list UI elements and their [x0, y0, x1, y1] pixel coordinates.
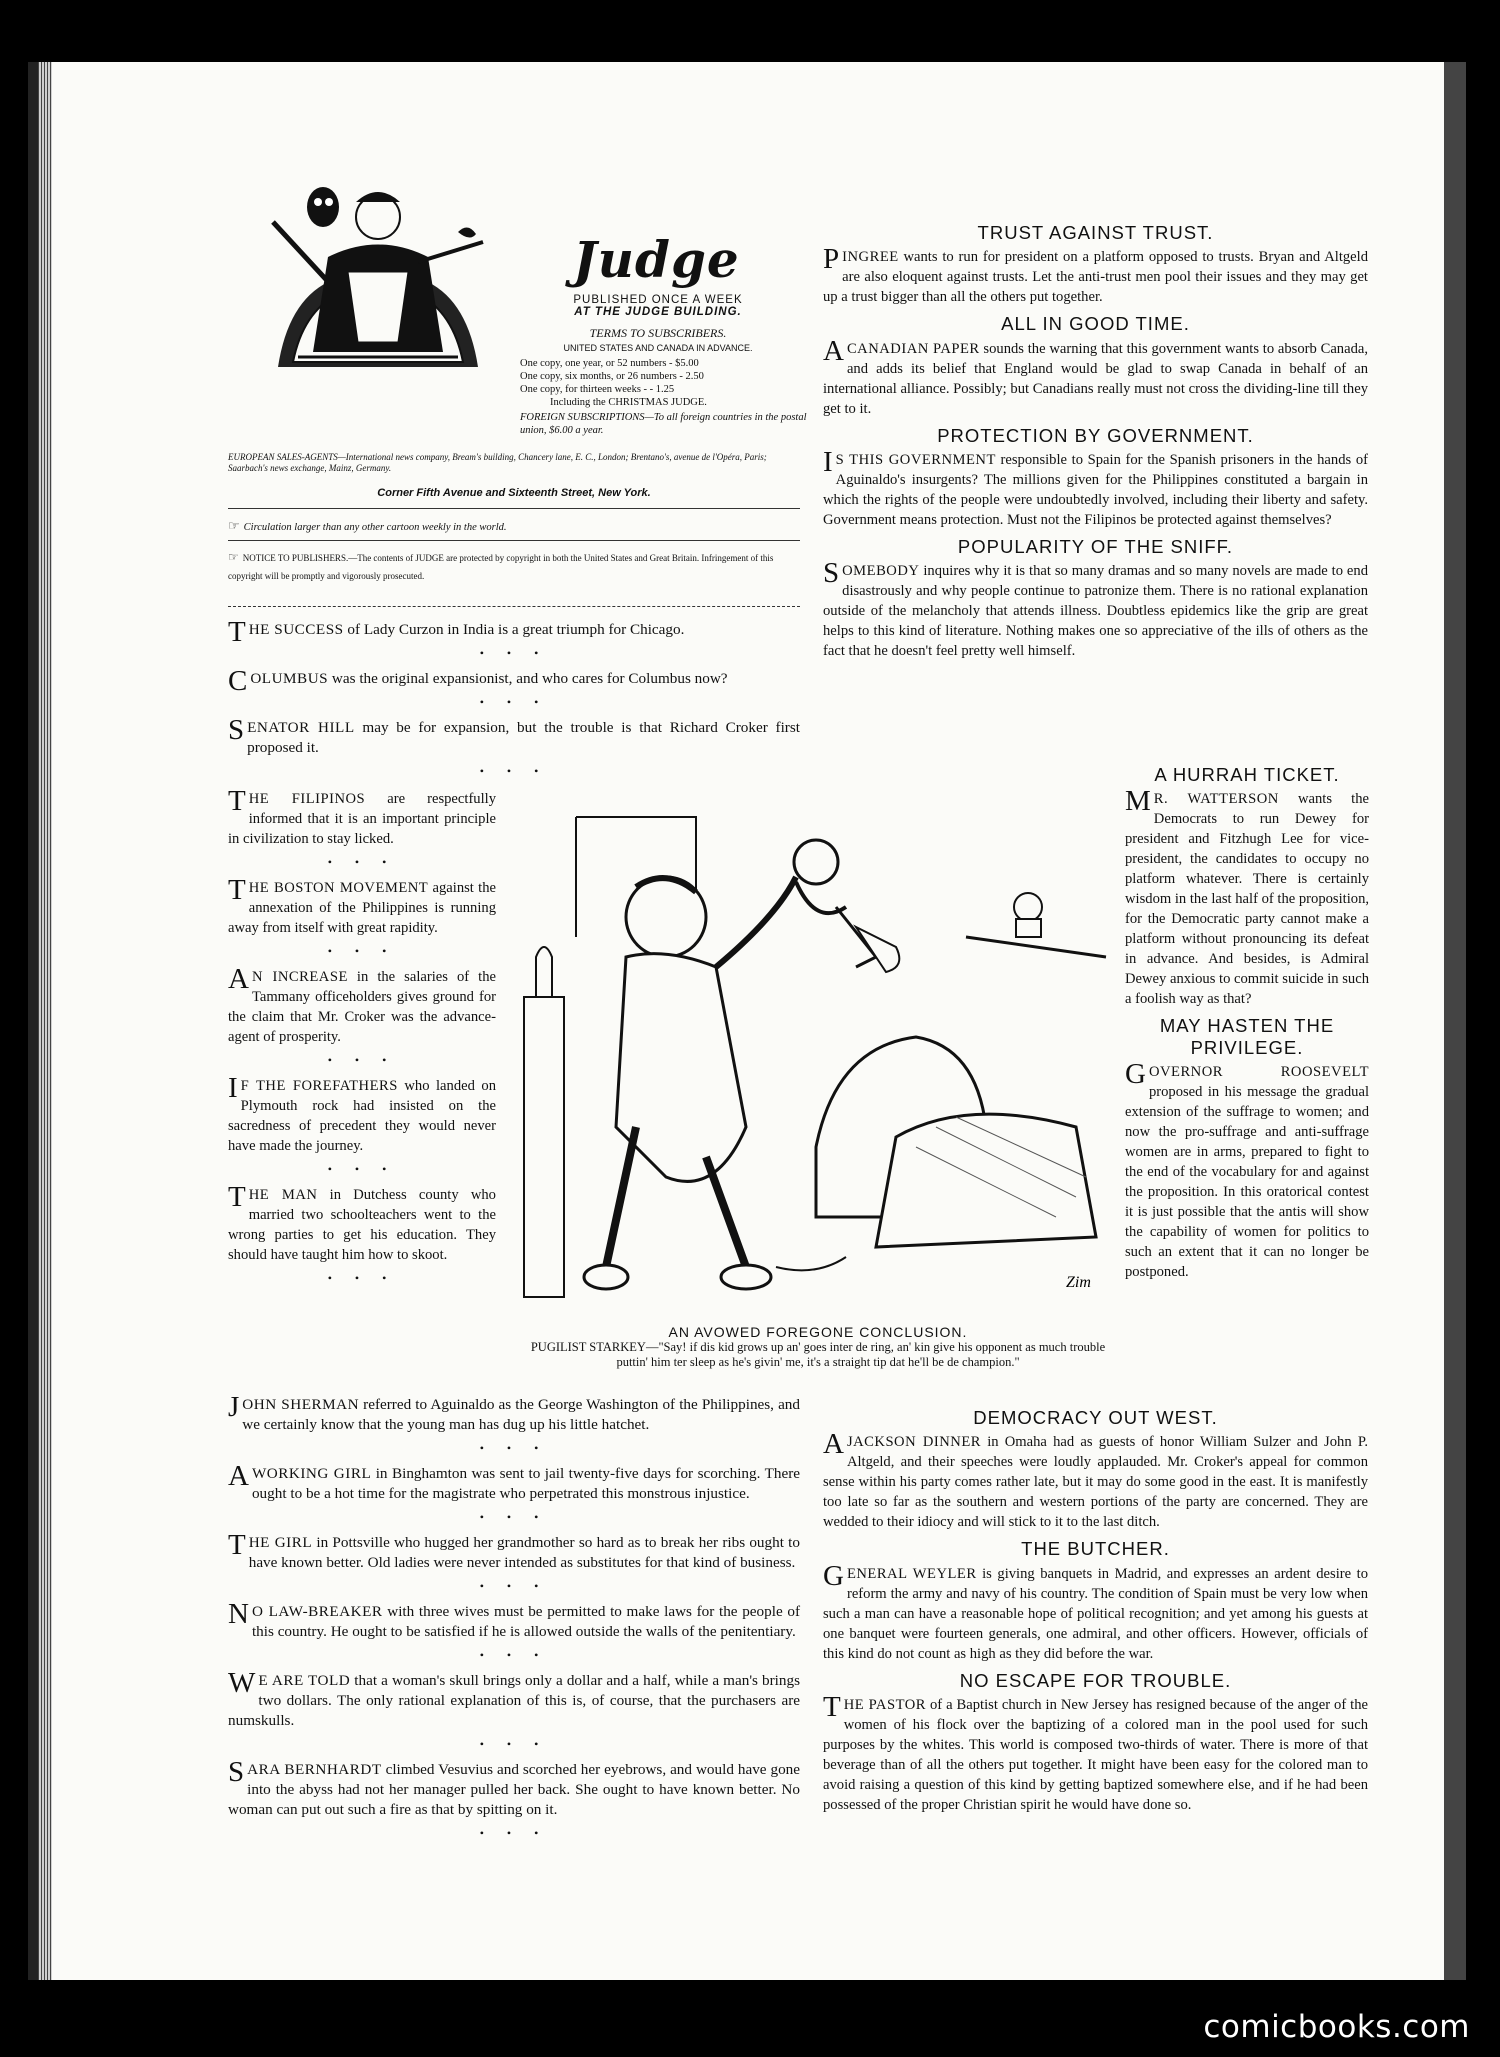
masthead-info	[508, 294, 808, 437]
lead-words: S THIS GOVERNMENT	[835, 451, 996, 468]
drop-cap: A	[823, 1428, 844, 1461]
cartoon-quote-text: "Say! if dis kid grows up an' goes inter de ring, an' kin give his opponent as much trouble puttin' him ter sleep as he's givin' me, it's a straight tip dat he'll be de champion."	[616, 1340, 1106, 1369]
section-heading: THE BUTCHER.	[1021, 1538, 1170, 1560]
cartoon-caption	[518, 1324, 1118, 1370]
drop-cap: G	[823, 1559, 844, 1592]
separator-dots: • • •	[327, 944, 397, 958]
paragraph	[1125, 785, 1370, 1009]
paragraph	[228, 1460, 801, 1504]
body-text: referred to Aguinaldo as the George Washington of the Philippines, and we certainly know that the young man has dug up his little hatchet.	[242, 1396, 800, 1433]
paragraph-column	[228, 785, 497, 1294]
paragraph	[228, 1598, 801, 1642]
watermark: comicbooks.com	[1203, 2009, 1470, 2045]
rates-list	[508, 357, 808, 409]
publishers-notice: ☞ NOTICE TO PUBLISHERS.—The contents of JUDGE are protected by copyright in both the United States and Great Britain. Infringement of this copyright will be promptly and vigorously prosecuted.	[228, 550, 774, 581]
drop-cap: P	[823, 243, 840, 276]
separator-dots: • • •	[479, 1737, 549, 1751]
paragraph	[823, 445, 1368, 530]
cartoon-speaker: PUGILIST STARKEY—	[530, 1340, 659, 1354]
lead-words: ENERAL WEYLER	[846, 1565, 977, 1582]
body-text: are respectfully informed that it is an important principle in civilization to stay licked.	[228, 791, 497, 847]
body-text: climbed Vesuvius and scorched her eyebrows, and would have gone into the abyss had not her manager pulled her back. She ought to have known better. No woman can put out such a fire as that by spitting on it.	[228, 1761, 800, 1818]
separator-dots: • • •	[479, 764, 549, 778]
paragraph	[823, 1690, 1368, 1815]
paragraph	[228, 1391, 800, 1435]
cartoon-quote	[518, 1340, 1118, 1370]
rate-line: One copy, one year, or 52 numbers - $5.00	[520, 358, 699, 369]
body-text: in Omaha had as guests of honor William Sulzer and John P. Altgeld, and their speeches were loudly applauded. Mr. Croker's appeal for common sense within his party comes rather late, but it may do some good in the east. It is manifestly too late so far as the southern and western portions of the party are concerned. They are wedded to their idiocy and will stick to it to the last ditch.	[823, 1434, 1368, 1531]
lead-words: HE GIRL	[248, 1534, 313, 1551]
lead-words: WORKING GIRL	[251, 1465, 372, 1482]
editorial-column	[823, 1407, 1368, 1821]
separator-dots: • • •	[479, 1441, 549, 1455]
pointing-hand-icon: ☞	[228, 518, 240, 533]
paragraph	[823, 243, 1368, 307]
pointing-hand-icon: ☞	[228, 550, 239, 564]
body-text: may be for expansion, but the trouble is that Richard Croker first proposed it.	[247, 719, 800, 756]
separator-dots: • • •	[479, 1826, 549, 1840]
lead-words: OLUMBUS	[250, 670, 329, 687]
drop-cap: G	[1125, 1057, 1146, 1090]
lead-words: ARA BERNHARDT	[247, 1761, 382, 1778]
lead-words: O LAW-BREAKER	[251, 1603, 383, 1620]
editorial-column	[1125, 764, 1369, 1288]
paragraph	[228, 963, 496, 1047]
body-text: is giving banquets in Madrid, and expresses an ardent desire to reform the army and navy of his country. The condition of Spain must be very low when such a man can have a reasonable hope of political recognition; and yet among his guests at one banquet were fourteen generals, one admiral, and other officers. However, officials of this kind do not count as high as they did before the war.	[823, 1565, 1368, 1662]
office-address: Corner Fifth Avenue and Sixteenth Street, New York.	[377, 487, 651, 499]
drop-cap: A	[228, 963, 249, 995]
sales-agents: EUROPEAN SALES-AGENTS—International news company, Bream's building, Chancery lane, E. C., London; Brentano's, avenue de l'Opéra, Paris; Saarbach's news exchange, Mainz, Germany.	[228, 452, 767, 473]
drop-cap: W	[228, 1667, 256, 1699]
section-heading: TRUST AGAINST TRUST.	[977, 222, 1214, 243]
lead-words: OMEBODY	[842, 563, 920, 580]
section-heading: POPULARITY OF THE SNIFF.	[957, 535, 1234, 557]
magazine-page	[28, 62, 1466, 1980]
published-line: PUBLISHED ONCE A WEEK	[573, 294, 743, 306]
body-text: proposed in his message the gradual extension of the suffrage to women; and now the pro-suffrage and anti-suffrage women are in arms, prepared to fight to the end of the vocabulary for and against the proposition. In this oratorical contest it is just possible that the antis will show the capability of women for politics to such an extent that it can no longer be postponed.	[1125, 1083, 1369, 1280]
lead-words: HE SUCCESS	[248, 621, 344, 638]
paragraph	[823, 1428, 1368, 1532]
lead-words: JACKSON DINNER	[846, 1434, 981, 1451]
section-heading: MAY HASTEN THE PRIVILEGE.	[1159, 1015, 1335, 1058]
foreign-subscriptions: FOREIGN SUBSCRIPTIONS—To all foreign countries in the postal union, $6.00 a year.	[520, 412, 807, 436]
drop-cap: T	[228, 616, 246, 648]
drop-cap: T	[228, 785, 246, 817]
separator-dots: • • •	[479, 646, 549, 660]
paragraph	[823, 557, 1368, 661]
separator-dots: • • •	[479, 1648, 549, 1662]
body-text: in Pottsville who hugged her grandmother so hard as to break her ribs ought to have known better. Old ladies were never intended as substitutes for that kind of business.	[248, 1534, 800, 1571]
separator-dots: • • •	[327, 1162, 397, 1176]
paragraph-column	[228, 616, 800, 787]
paragraph	[228, 1756, 800, 1820]
paragraph	[228, 665, 800, 697]
body-text: in Dutchess county who married two schoolteachers went to the wrong parties to get his education. They should have taught him how to skoot.	[228, 1187, 496, 1263]
drop-cap: T	[228, 874, 246, 906]
terms-heading: TERMS TO SUBSCRIBERS.	[589, 326, 727, 340]
drop-cap: M	[1125, 785, 1151, 818]
separator-dots: • • •	[327, 1053, 397, 1067]
cartoon-title: AN AVOWED FOREGONE CONCLUSION.	[668, 1324, 968, 1340]
rule	[228, 536, 800, 545]
drop-cap: J	[228, 1391, 240, 1423]
section-heading: PROTECTION BY GOVERNMENT.	[937, 424, 1254, 446]
body-text: that a woman's skull brings only a dollar and a half, while a man's brings two dollars. The only rational explanation of this is, of course, that the purchasers are numskulls.	[228, 1672, 800, 1729]
lead-words: OVERNOR ROOSEVELT	[1148, 1063, 1369, 1080]
body-text: in the salaries of the Tammany officeholders gives ground for the claim that Mr. Croker was the advance-agent of prosperity.	[228, 969, 496, 1045]
separator-dots: • • •	[327, 1271, 397, 1285]
body-text: who landed on Plymouth rock had insisted on the sacredness of precedent they would never have made the journey.	[228, 1078, 496, 1154]
body-text: wants the Democrats to run Dewey for president and Fitzhugh Lee for vice-president, the candidates to occupy no platform whatever. There is certainly wisdom in the last half of the proposition, for the Democratic party cannot make a platform without pronouncing its defeat in advance. And besides, is Admiral Dewey anxious to commit suicide in such a foolish way as that?	[1125, 791, 1370, 1008]
paragraph	[228, 1667, 800, 1731]
separator-dots: • • •	[479, 1579, 549, 1593]
editorial-column	[823, 222, 1368, 667]
paragraph	[1125, 1057, 1369, 1282]
paragraph	[228, 616, 800, 648]
circulation-note: ☞ Circulation larger than any other cartoon weekly in the world.	[228, 518, 507, 533]
rate-line: Including the CHRISTMAS JUDGE.	[550, 397, 707, 408]
drop-cap: S	[823, 557, 840, 590]
body-text: responsible to Spain for the Spanish prisoners in the hands of Aguinaldo's insurgents? The millions given for the Philippines constituted a bargain in which the rights of the people were undoubtedly involved, including their liberty and safety. Government means protection. Must not the Filipinos be protected against themselves?	[823, 451, 1368, 528]
rate-line: One copy, six months, or 26 numbers - 2.50	[520, 371, 704, 382]
drop-cap: S	[228, 714, 245, 746]
body-text: with three wives must be permitted to make laws for the people of this country. He ought to be satisfied if he is allowed outside the walls of the penitentiary.	[251, 1603, 801, 1640]
building-line: AT THE JUDGE BUILDING.	[574, 306, 742, 318]
separator-dots: • • •	[479, 1510, 549, 1524]
lead-words: HE PASTOR	[843, 1696, 926, 1713]
rule	[228, 504, 800, 513]
section-heading: ALL IN GOOD TIME.	[1001, 313, 1190, 335]
lead-words: N INCREASE	[251, 969, 348, 985]
separator-dots: • • •	[479, 695, 549, 709]
lead-words: HE FILIPINOS	[248, 791, 366, 807]
rule	[228, 602, 800, 611]
lead-words: CANADIAN PAPER	[846, 340, 980, 357]
body-text: wants to run for president on a platform opposed to trusts. Bryan and Altgeld are also eloquent against trusts. Let the anti-trust men pool their issues and they may get up a trust bigger than all the others put together.	[823, 249, 1368, 306]
paragraph	[228, 1529, 800, 1573]
drop-cap: I	[228, 1072, 238, 1104]
drop-cap: N	[228, 1598, 249, 1630]
rate-line: One copy, for thirteen weeks - - 1.25	[520, 384, 675, 395]
body-text: sounds the warning that this government wants to absorb Canada, and adds its belief that England would be glad to swap Canada in behalf of an international alliance. Possibly; but Canadians really must not cross the dividing-line till they get to it.	[823, 340, 1368, 417]
lead-words: R. WATTERSON	[1153, 791, 1279, 808]
drop-cap: I	[823, 445, 833, 478]
paragraph	[228, 1072, 496, 1156]
lead-words: HE BOSTON MOVEMENT	[248, 880, 429, 896]
lead-words: OHN SHERMAN	[242, 1396, 360, 1413]
drop-cap: A	[228, 1460, 249, 1492]
cartoon-illustration	[516, 797, 1116, 1317]
paragraph	[823, 334, 1368, 419]
advance-line: UNITED STATES AND CANADA IN ADVANCE.	[563, 343, 753, 353]
body-text: in Binghamton was sent to jail twenty-five days for scorching. There ought to be a hot time for the magistrate who perpetrated this monstrous injustice.	[251, 1465, 801, 1502]
lead-words: F THE FOREFATHERS	[240, 1078, 398, 1094]
paragraph	[228, 874, 496, 938]
drop-cap: T	[228, 1181, 246, 1213]
lead-words: E ARE TOLD	[258, 1672, 351, 1689]
drop-cap: A	[823, 334, 844, 367]
separator-dots: • • •	[327, 855, 397, 869]
lead-words: INGREE	[842, 249, 899, 266]
body-text: was the original expansionist, and who cares for Columbus now?	[328, 670, 728, 687]
section-heading: A HURRAH TICKET.	[1154, 764, 1340, 785]
paragraph	[228, 1181, 496, 1265]
body-text: of a Baptist church in New Jersey has resigned because of the anger of the women of his flock over the baptizing of a colored man in the pool used for such purposes by the whites. This world is composed two-thirds of water. There is more of that beverage than of all the others put together. It might have been easy for the colored man to avoid raising a question of this kind by getting baptized somewhere else, and if he had been possessed of the proper Christian spirit he would have done so.	[823, 1696, 1368, 1813]
body-text: of Lady Curzon in India is a great triumph for Chicago.	[343, 621, 685, 638]
judge-masthead-illustration	[258, 162, 498, 377]
artist-signature: Zim	[1066, 1274, 1091, 1291]
drop-cap: C	[228, 665, 248, 697]
body-text: inquires why it is that so many dramas and so many novels are made to end disastrously and why people continue to patronize them. There is no rational explanation outside of the melancholy that attends illness. Doubtless epidemics like the grip are great helps to this kind of literature. Nothing makes one so appreciative of the ills of others as the fact that he doesn't feel pretty well himself.	[823, 563, 1368, 660]
paragraph	[228, 714, 800, 758]
lead-words: ENATOR HILL	[247, 719, 355, 736]
section-heading: NO ESCAPE FOR TROUBLE.	[959, 1669, 1232, 1691]
drop-cap: S	[228, 1756, 245, 1788]
paragraph	[823, 1559, 1368, 1664]
section-heading: DEMOCRACY OUT WEST.	[973, 1407, 1218, 1428]
drop-cap: T	[823, 1690, 841, 1723]
body-text: against the annexation of the Philippines is running away from itself with great rapidity.	[228, 880, 496, 936]
paragraph-column	[228, 1391, 801, 1849]
drop-cap: T	[228, 1529, 246, 1561]
lead-words: HE MAN	[248, 1187, 318, 1203]
paragraph	[228, 785, 497, 849]
magazine-logo: Judge	[573, 230, 740, 289]
